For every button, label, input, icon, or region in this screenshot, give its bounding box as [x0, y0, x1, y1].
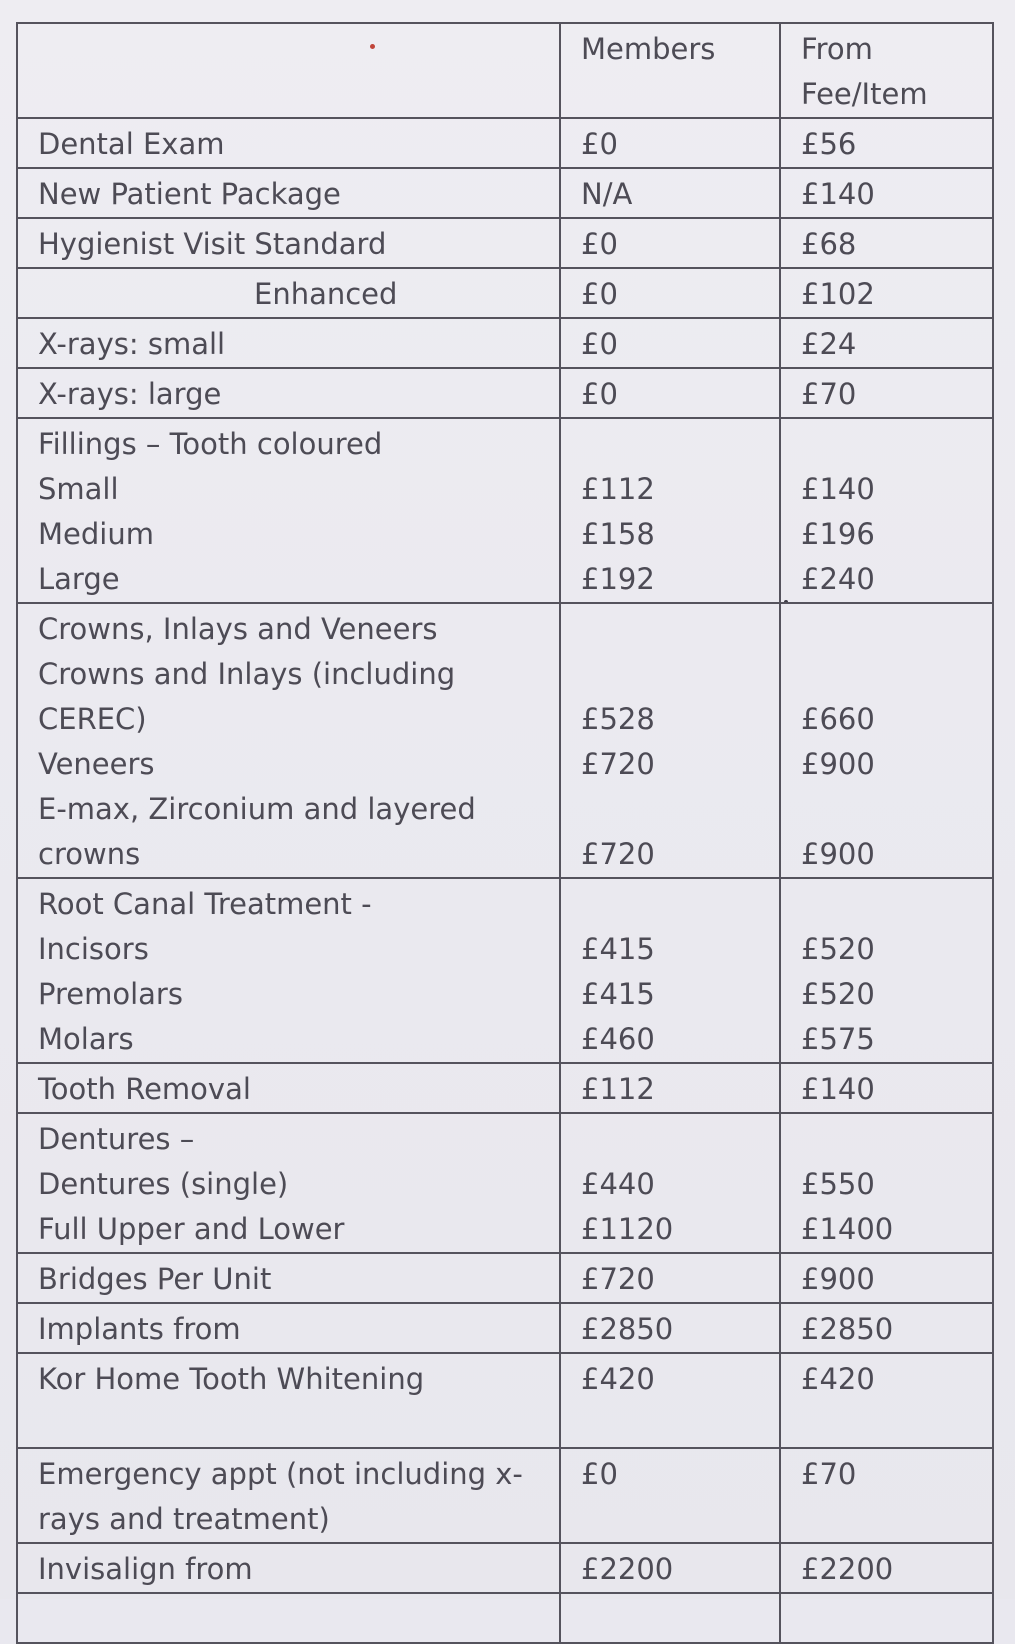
fee-price: £70 [780, 1448, 993, 1543]
row-label: Kor Home Tooth Whitening [17, 1353, 560, 1448]
fee-price: £520 £520 £575 [780, 878, 993, 1063]
table-row-dentures [17, 1113, 993, 1253]
members-price: £415 £415 £460 [560, 878, 780, 1063]
table-row [17, 218, 993, 268]
members-price: £112 [560, 1063, 780, 1113]
fee-price: £56 [780, 118, 993, 168]
members-price: £112 £158 £192 [560, 418, 780, 603]
header-blank-cell [17, 23, 560, 118]
members-price: £0 [560, 368, 780, 418]
fee-price: £102 [780, 268, 993, 318]
table-row-root-canal [17, 878, 993, 1063]
members-price: £0 [560, 118, 780, 168]
members-price: £2850 [560, 1303, 780, 1353]
table-row [17, 268, 993, 318]
fee-price [780, 1593, 993, 1643]
table-row [17, 1353, 993, 1448]
members-price: £420 [560, 1353, 780, 1448]
header-fee: From Fee/Item [780, 23, 993, 118]
table-row [17, 368, 993, 418]
fee-price: £550 £1400 [780, 1113, 993, 1253]
row-label: Dentures – Dentures (single) Full Upper and Lower [17, 1113, 560, 1253]
members-price: N/A [560, 168, 780, 218]
table-row-empty [17, 1593, 993, 1643]
table-row [17, 1303, 993, 1353]
row-label: X-rays: small [17, 318, 560, 368]
header-members: Members [560, 23, 780, 118]
table-row [17, 168, 993, 218]
table-row-fillings [17, 418, 993, 603]
fee-price: £2850 [780, 1303, 993, 1353]
row-label: Dental Exam [17, 118, 560, 168]
fee-price: £68 [780, 218, 993, 268]
fee-price: £660 £900 £900 [780, 603, 993, 878]
table-row [17, 1253, 993, 1303]
members-price: £0 [560, 268, 780, 318]
table-row [17, 1063, 993, 1113]
members-price [560, 1593, 780, 1643]
fee-price: £24 [780, 318, 993, 368]
table-row-crowns [17, 603, 993, 878]
members-price: £0 [560, 218, 780, 268]
fee-price: £140 [780, 1063, 993, 1113]
table-row [17, 1448, 993, 1543]
table-header-row [17, 23, 993, 118]
row-label: Fillings – Tooth coloured Small Medium Large [17, 418, 560, 603]
members-price: £0 [560, 318, 780, 368]
members-price: £528 £720 £720 [560, 603, 780, 878]
row-label: Crowns, Inlays and Veneers Crowns and Inlays (including CEREC) Veneers E-max, Zirconium and layered crowns [17, 603, 560, 878]
members-price: £2200 [560, 1543, 780, 1593]
row-label: Hygienist Visit Standard [17, 218, 560, 268]
members-price: £0 [560, 1448, 780, 1543]
fee-price: £2200 [780, 1543, 993, 1593]
row-label: New Patient Package [17, 168, 560, 218]
fee-price: £900 [780, 1253, 993, 1303]
row-label: Emergency appt (not including x- rays and treatment) [17, 1448, 560, 1543]
fee-price: £140 [780, 168, 993, 218]
row-label: Bridges Per Unit [17, 1253, 560, 1303]
table-row [17, 318, 993, 368]
row-label: X-rays: large [17, 368, 560, 418]
fee-price: £140 £196 £240 [780, 418, 993, 603]
members-price: £720 [560, 1253, 780, 1303]
row-label: Implants from [17, 1303, 560, 1353]
fee-price: £420 [780, 1353, 993, 1448]
table-row [17, 118, 993, 168]
row-label: Enhanced [17, 268, 560, 318]
price-list-table [16, 22, 994, 1644]
fee-price: £70 [780, 368, 993, 418]
members-price: £440 £1120 [560, 1113, 780, 1253]
row-label: Invisalign from [17, 1543, 560, 1593]
table-row [17, 1543, 993, 1593]
row-label [17, 1593, 560, 1643]
row-label: Root Canal Treatment - Incisors Premolars Molars [17, 878, 560, 1063]
row-label: Tooth Removal [17, 1063, 560, 1113]
